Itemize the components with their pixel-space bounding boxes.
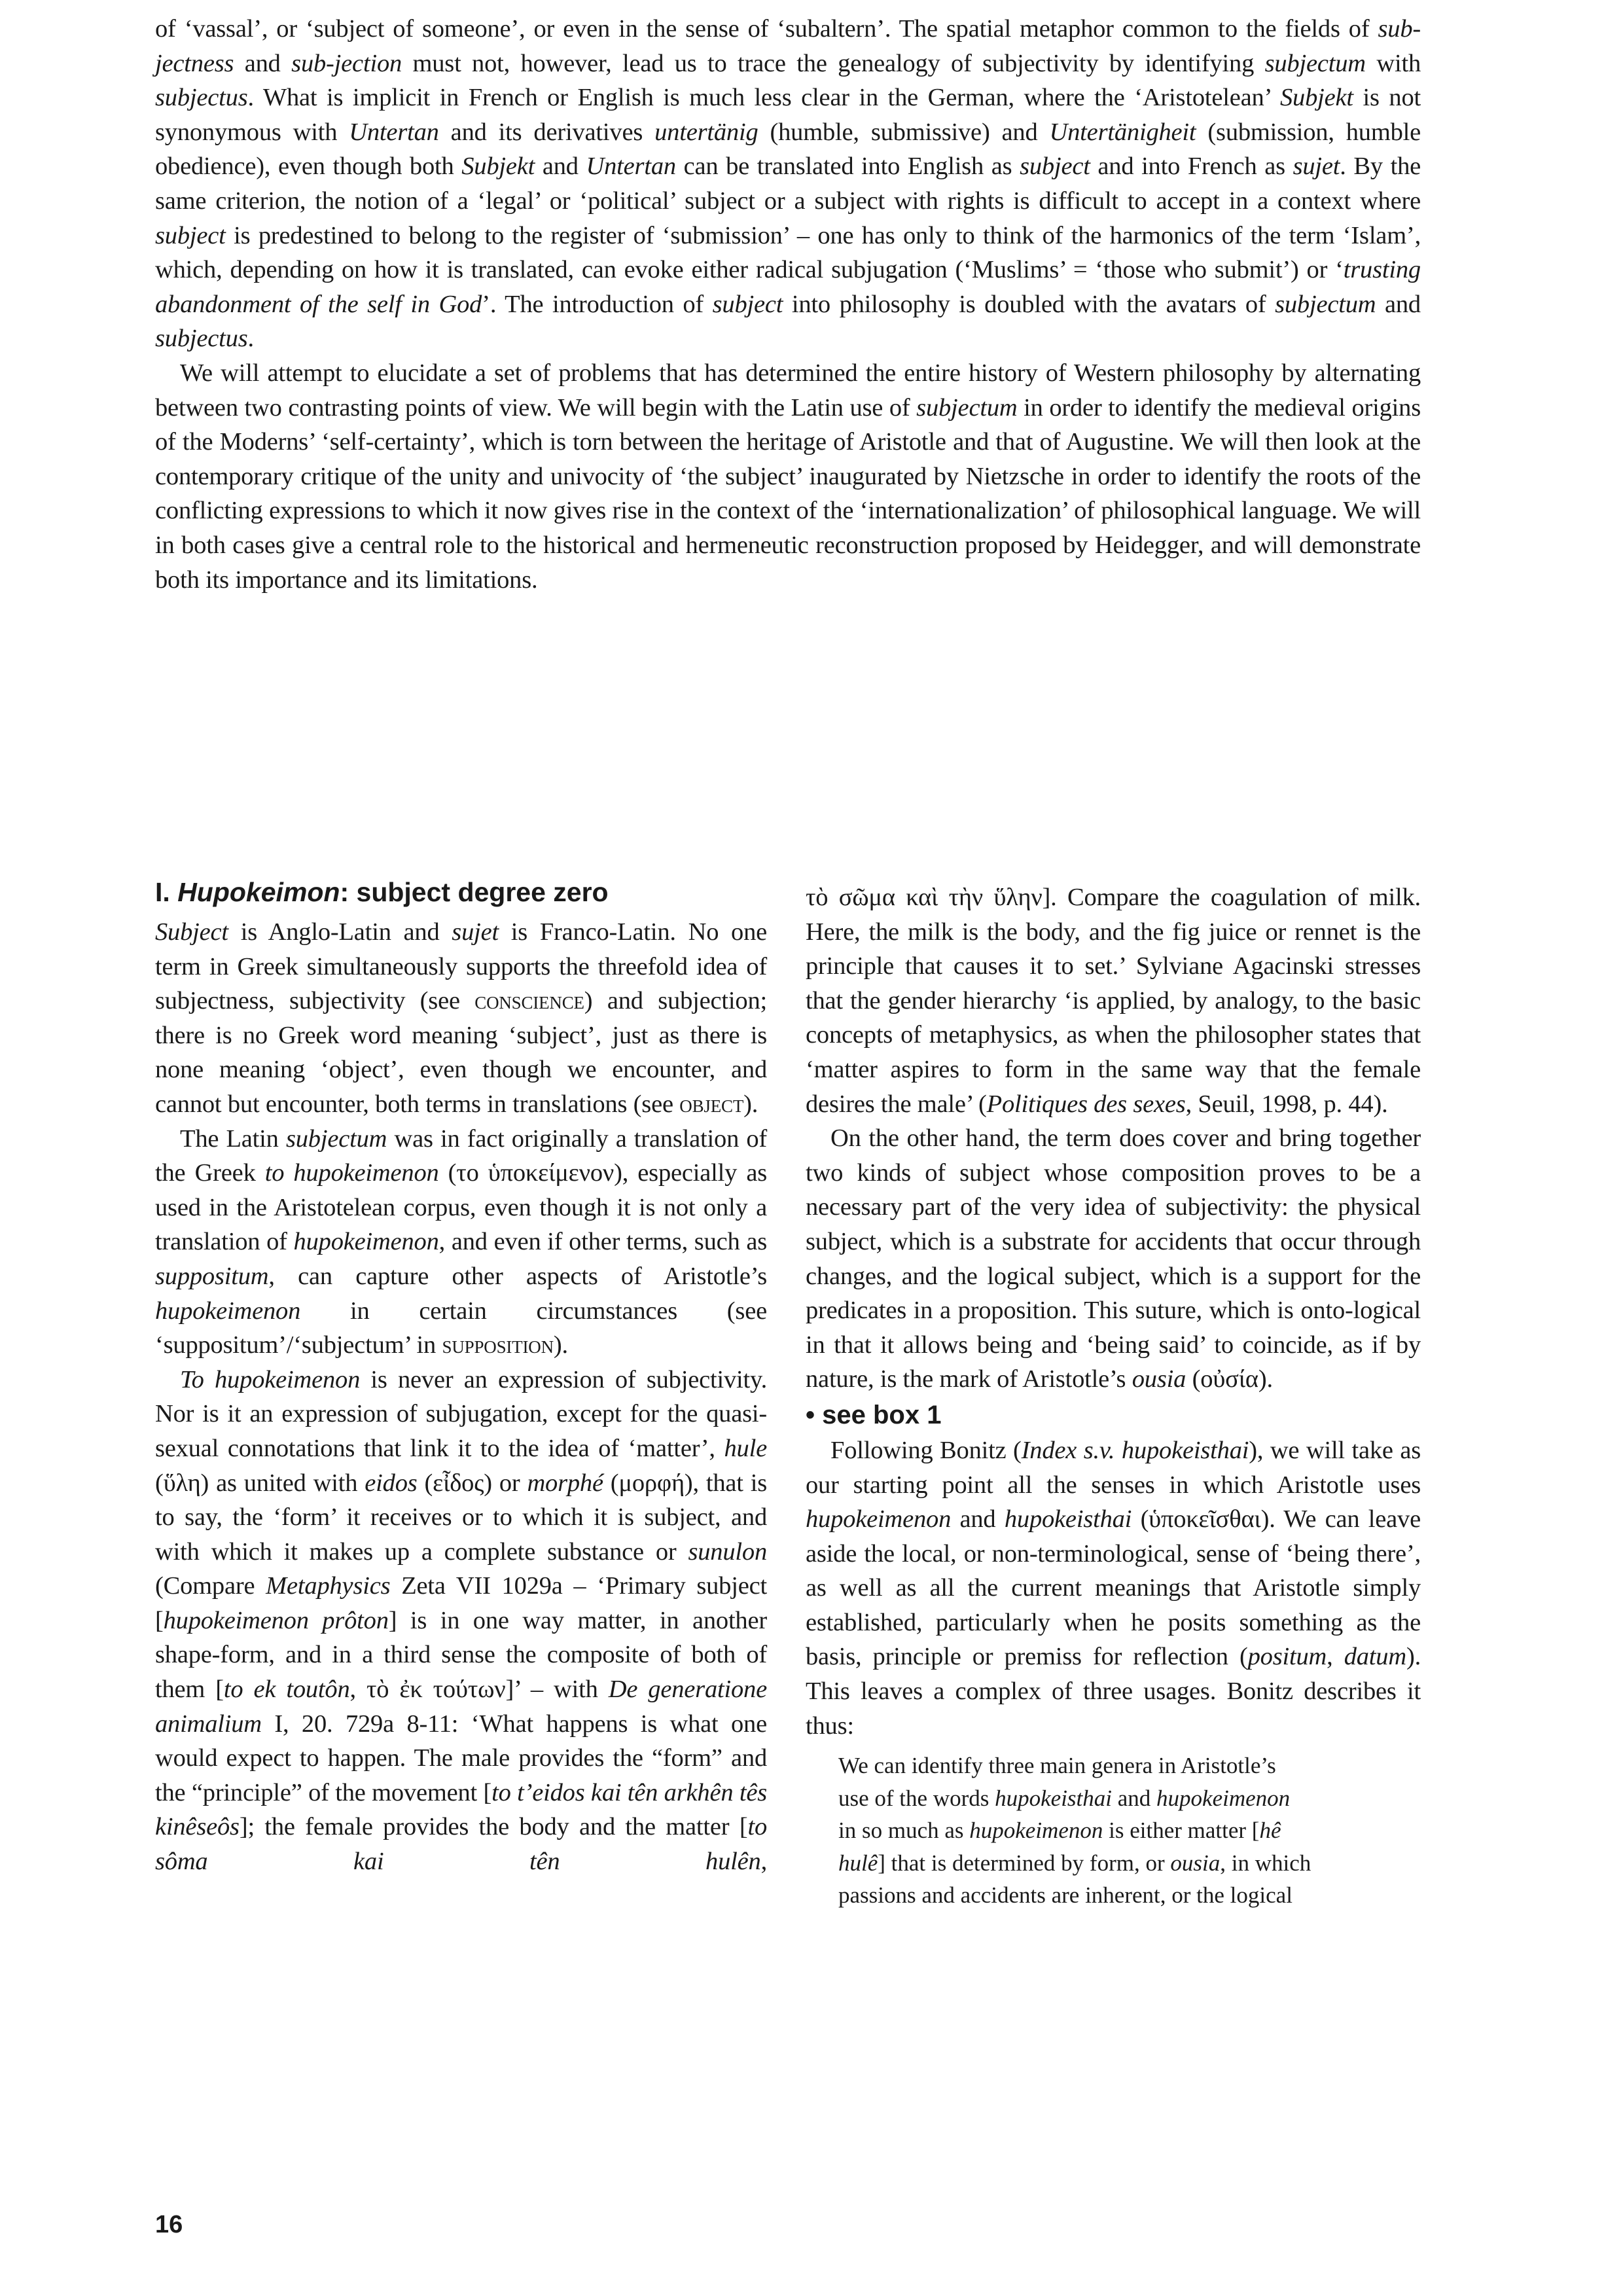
text-run: (ὑποκεῖσθαι). We can leave aside the local, or non-terminological, sense of ‘being there’, as well as all the current meanings that Aristotle simply established, particularly when he posits something as the basis, principle or premiss for reflection ( [806,1505,1421,1671]
italic-term: To hupokeimenon [180,1365,361,1393]
text-run: of ‘vassal’, or ‘subject of someone’, or even in the sense of ‘subaltern’. The spatial metaphor common to the fields of [155,15,1378,43]
italic-term: to t’eidos kai tên arkhên tês kinêseôs [155,1778,767,1841]
text-run: On the other hand, the term does cover and bring together two kinds of subject whose composition proves to be a necessary part of the very idea of subjectivity: the physical subject, which is a substrate for accidents that occur through changes, and the logical subject, which is a support for the predicates in a proposition. This suture, which is onto-logical in that it allows being and ‘being said’ to coincide, as if by nature, is the mark of Aristotle’s [806,1124,1421,1393]
text-run: ), we will take as our starting point all the senses in which Aristotle uses [806,1436,1421,1499]
italic-term: hupokeimenon [969,1818,1103,1844]
text-run: The Latin [180,1124,286,1153]
italic-term: hupokeimenon [1156,1785,1291,1811]
text-run: : subject degree zero [340,877,609,907]
italic-term: to sôma kai tên hulên [155,1813,767,1876]
text-run: . By the same criterion, the notion of a ‘legal’ or ‘political’ subject or a subject with rights is difficult to accept in a context where [155,152,1421,215]
text-run: and [951,1505,1005,1534]
italic-term: hupokeimenon [155,1297,301,1325]
text-run: , Seuil, 1998, p. 44). [1185,1090,1388,1118]
italic-term: hupokeimenon [806,1505,952,1534]
text-run: . [247,325,254,353]
italic-term: hupokeisthai [1004,1505,1132,1534]
paragraph [155,356,1421,597]
italic-term: subjectum [916,393,1018,422]
text-run: ). [553,1331,568,1359]
text-run: ]; the female provides the body and the matter [ [239,1813,748,1841]
italic-term: subjectus [155,84,248,112]
text-run: , [1327,1643,1344,1671]
italic-term: ousia [1170,1850,1221,1876]
right-column [806,880,1421,1912]
text-run: , and even if other terms, such as [438,1228,768,1256]
text-run: is Anglo-Latin and [228,918,452,946]
paragraph [155,915,767,1122]
italic-term: Subjekt [461,152,535,181]
text-run: ] is in one way matter, in another shape-form, and in a third sense the composite of both of them [ [155,1606,767,1704]
italic-term: hupokeimenon [293,1228,439,1256]
italic-term: subjectum [285,1124,387,1153]
italic-term: to hupokeimenon [264,1159,439,1187]
italic-term: sub-jectness [155,15,1421,77]
text-run: and [234,49,292,77]
text-run: and [1112,1785,1157,1811]
italic-term: subject [1020,152,1090,181]
text-run: (ὕλη) as united with [155,1469,365,1497]
text-run: with [1365,49,1421,77]
italic-term: Subjekt [1279,84,1353,112]
left-column [155,915,767,1879]
text-run: must not, however, lead us to trace the genealogy of subjectivity by identifying [402,49,1265,77]
text-run: (εἶδος) or [417,1469,527,1497]
italic-term: datum [1344,1643,1406,1671]
italic-term: sub-jection [291,49,402,77]
italic-term: Index s.v. hupokeisthai [1021,1436,1249,1464]
text-run: I, 20. 729a 8-11: ‘What happens is what one would expect to happen. The male provides the “form” and the “principle” of the movement [ [155,1710,767,1806]
text-run: , τὸ ἐκ τούτων]’ – with [349,1676,609,1704]
italic-term: subjectus [155,325,248,353]
paragraph [155,1122,767,1363]
text-run: ’. The introduction of [482,290,713,318]
italic-term: untertänig [654,118,758,146]
italic-term: Untertan [349,118,439,146]
text-run: ). This leaves a complex of three usages. Bonitz describes it thus: [806,1643,1421,1740]
text-run: in order to identify the medieval origins of the Moderns’ ‘self-certainty’, which is torn between the heritage of Aristotle and that of Augustine. We will then look at the contemporary critique of the unity and univocity of ‘the subject’ inaugurated by Nietzsche in order to identify the roots of the conflicting expressions to which it now gives rise in the context of the ‘internationalization’ of philosophical language. We will in both cases give a central role to the historical and hermeneutic reconstruction proposed by Heidegger, and will demonstrate both its importance and its limitations. [155,393,1421,594]
text-run: in so much as [838,1818,964,1844]
text-run: Zeta VII 1029a – ‘Primary subject [ [155,1572,767,1634]
italic-term: sunulon [688,1537,767,1566]
text-run: and into French as [1090,152,1293,181]
text-run: (submission, humble obedience), even though both [155,118,1421,181]
italic-term: Subject [155,918,228,946]
text-run: ). [743,1090,758,1118]
italic-term: Untertänigheit [1049,118,1196,146]
text-run: (μορφή), that is to say, the ‘form’ it receives or to which it is subject, and with which it makes up a complete substance or [155,1469,768,1566]
text-run: ] that is determined by form, or [878,1850,1171,1876]
paragraph [155,1363,767,1879]
block-quote [838,1749,1421,1912]
italic-term: subject [712,290,783,318]
text-run: is either matter [ [1103,1818,1260,1844]
text-run: and [535,152,586,181]
text-run: was in fact originally a translation of the Greek [155,1124,768,1187]
italic-term: De generatione animalium [155,1676,767,1738]
italic-term: sujet [452,918,499,946]
italic-term: morphé [527,1469,603,1497]
page-number: 16 [155,2211,183,2238]
text-run: is predestined to belong to the register of ‘submission’ – one has only to think of the harmonics of the term ‘Islam’, which, depending on how it is translated, can evoke either radical subjugation (‘Muslims’ = ‘those who submit’) or ‘ [155,221,1421,284]
text-run: is never an expression of subjectivity. Nor is it an expression of subjugation, except for the quasi-sexual connotations that link it to the idea of ‘matter’, [155,1365,767,1462]
text-run: and [1376,290,1421,318]
text-run: We will attempt to elucidate a set of problems that has determined the entire history of Western philosophy by alternating between two contrasting points of view. We will begin with the Latin use of [155,359,1421,422]
paragraph [155,12,1421,356]
text-run: is Franco-Latin. No one term in Greek simultaneously supports the threefold idea of subjectness, subjectivity (see [155,918,768,1015]
text-run: into philosophy is doubled with the avatars of [783,290,1275,318]
text-run: can be translated into English as [675,152,1020,181]
text-run: We can identify three main genera in Aristotle’s use of the words [838,1753,1276,1811]
text-run: (humble, submissive) and [758,118,1050,146]
paragraph [806,1121,1421,1397]
cross-reference[interactable]: object [679,1090,744,1118]
italic-term: trusting abandonment of the self in God [155,256,1421,318]
text-run: in certain circumstances (see ‘suppositum’/‘subjectum’ in [155,1297,767,1359]
italic-term: ousia [1132,1365,1186,1393]
text-run: Following Bonitz ( [830,1436,1022,1464]
text-run: ) and subjection; there is no Greek word meaning ‘subject’, just as there is none meaning ‘object’, even though we encounter, and cannot but encounter, both terms in translations (see [155,987,767,1118]
italic-term: Untertan [586,152,676,181]
italic-term: subjectum [1275,290,1376,318]
text-run: (Compare [155,1572,266,1600]
see-box-link[interactable]: • see box 1 [806,1400,942,1429]
text-run: , can capture other aspects of Aristotle’s [268,1262,767,1290]
italic-term: Politiques des sexes [986,1090,1186,1118]
text-run: , [760,1848,767,1876]
cross-reference[interactable]: supposition [442,1331,554,1359]
intro-text [155,12,1421,597]
italic-term: hupokeimenon prôton [163,1606,389,1634]
text-run: (το ὑποκείμενον), especially as used in the Aristotelean corpus, even though it is not only a translation of [155,1159,767,1256]
italic-term: hê hulê [838,1818,1281,1876]
paragraph [806,1433,1421,1743]
text-run: is not synonymous with [155,84,1421,146]
italic-term: to ek toutôn [223,1676,350,1704]
italic-term: positum [1247,1643,1327,1671]
italic-term: Hupokeimon [177,877,340,907]
paragraph [806,880,1421,1121]
italic-term: Metaphysics [266,1572,391,1600]
text-run: (οὐσία). [1186,1365,1273,1393]
cross-reference[interactable]: conscience [474,987,584,1015]
italic-term: sujet [1293,152,1340,181]
section-heading [155,877,609,908]
text-run: I. [155,877,178,907]
text-run: τὸ σῶμα καὶ τὴν ὕλην]. Compare the coagulation of milk. Here, the milk is the body, and the fig juice or rennet is the principle that causes it to set.’ Sylviane Agacinski stresses that the gender hierarchy ‘is applied, by analogy, to the basic concepts of metaphysics, as when the philosopher states that ‘matter aspires to form in the same way that the female desires the male’ ( [806,884,1421,1118]
italic-term: hupokeisthai [995,1785,1112,1811]
italic-term: suppositum [155,1262,269,1290]
italic-term: hule [724,1434,767,1462]
text-run: , in which passions and accidents are inherent, or the logical [838,1850,1311,1909]
italic-term: subjectum [1264,49,1366,77]
text-run: and its derivatives [438,118,655,146]
text-run: . What is implicit in French or English is much less clear in the German, where the ‘Aristotelean’ [247,84,1280,112]
italic-term: eidos [365,1469,418,1497]
italic-term: subject [155,221,226,249]
